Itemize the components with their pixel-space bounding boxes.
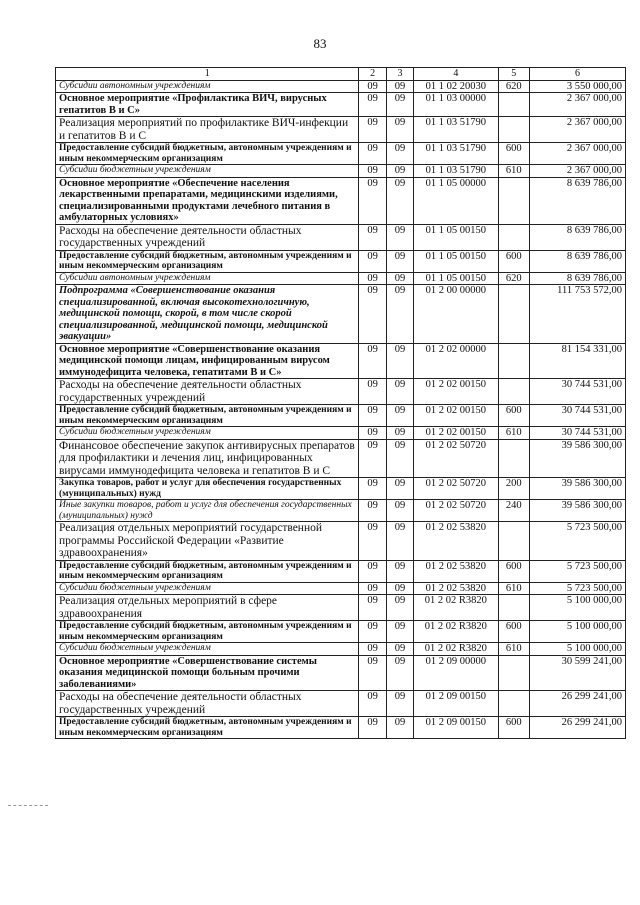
header-col-3: 3 bbox=[386, 68, 413, 81]
row-type-cell bbox=[498, 117, 530, 143]
row-name-cell: Предоставление субсидий бюджетным, автономным учреждениям и иным некоммерческим организациям bbox=[56, 717, 359, 739]
row-type-cell: 600 bbox=[498, 560, 530, 582]
row-subsection-cell: 09 bbox=[386, 250, 413, 272]
row-code-cell: 01 2 02 53820 bbox=[414, 522, 498, 561]
row-type-cell: 600 bbox=[498, 405, 530, 427]
row-subsection-cell: 09 bbox=[386, 522, 413, 561]
row-code-cell: 01 1 03 51790 bbox=[414, 117, 498, 143]
row-type-cell bbox=[498, 177, 530, 224]
row-type-cell: 620 bbox=[498, 80, 530, 93]
row-name-cell: Предоставление субсидий бюджетным, автономным учреждениям и иным некоммерческим организациям bbox=[56, 250, 359, 272]
row-subsection-cell: 09 bbox=[386, 224, 413, 250]
row-type-cell: 200 bbox=[498, 478, 530, 500]
row-code-cell: 01 2 02 R3820 bbox=[414, 621, 498, 643]
table-row bbox=[56, 595, 626, 621]
table-row bbox=[56, 655, 626, 691]
row-section-cell: 09 bbox=[359, 143, 386, 165]
row-type-cell: 240 bbox=[498, 500, 530, 522]
row-type-cell bbox=[498, 343, 530, 379]
table-row bbox=[56, 117, 626, 143]
row-section-cell: 09 bbox=[359, 177, 386, 224]
header-col-6: 6 bbox=[530, 68, 626, 81]
row-subsection-cell: 09 bbox=[386, 165, 413, 178]
page-number: 83 bbox=[313, 36, 327, 51]
row-section-cell: 09 bbox=[359, 621, 386, 643]
row-subsection-cell: 09 bbox=[386, 272, 413, 285]
table-row bbox=[56, 500, 626, 522]
row-section-cell: 09 bbox=[359, 117, 386, 143]
row-amount-cell: 30 744 531,00 bbox=[530, 405, 626, 427]
row-code-cell: 01 2 02 50720 bbox=[414, 500, 498, 522]
table-row bbox=[56, 379, 626, 405]
row-code-cell: 01 2 09 00150 bbox=[414, 691, 498, 717]
row-section-cell: 09 bbox=[359, 655, 386, 691]
row-section-cell: 09 bbox=[359, 405, 386, 427]
row-amount-cell: 5 723 500,00 bbox=[530, 560, 626, 582]
row-name-cell: Субсидии автономным учреждениям bbox=[56, 272, 359, 285]
row-subsection-cell: 09 bbox=[386, 655, 413, 691]
table-row bbox=[56, 691, 626, 717]
row-subsection-cell: 09 bbox=[386, 177, 413, 224]
row-name-cell: Предоставление субсидий бюджетным, автономным учреждениям и иным некоммерческим организациям bbox=[56, 143, 359, 165]
header-col-4: 4 bbox=[414, 68, 498, 81]
row-amount-cell: 5 723 500,00 bbox=[530, 582, 626, 595]
row-code-cell: 01 1 03 51790 bbox=[414, 165, 498, 178]
row-name-cell: Субсидии бюджетным учреждениям bbox=[56, 582, 359, 595]
row-name-cell: Основное мероприятие «Совершенствование оказания медицинской помощи лицам, инфицированным вирусом иммунодефицита человека, гепатитами В и С» bbox=[56, 343, 359, 379]
row-section-cell: 09 bbox=[359, 500, 386, 522]
table-row bbox=[56, 643, 626, 656]
row-amount-cell: 39 586 300,00 bbox=[530, 439, 626, 478]
row-name-cell: Предоставление субсидий бюджетным, автономным учреждениям и иным некоммерческим организациям bbox=[56, 560, 359, 582]
row-name-cell: Финансовое обеспечение закупок антивирусных препаратов для профилактики и лечения лиц, инфицированных вирусами иммунодефицита человека и гепатитов В и С bbox=[56, 439, 359, 478]
row-section-cell: 09 bbox=[359, 691, 386, 717]
row-subsection-cell: 09 bbox=[386, 285, 413, 344]
row-amount-cell: 30 744 531,00 bbox=[530, 379, 626, 405]
row-subsection-cell: 09 bbox=[386, 560, 413, 582]
row-amount-cell: 81 154 331,00 bbox=[530, 343, 626, 379]
table-row bbox=[56, 165, 626, 178]
row-subsection-cell: 09 bbox=[386, 643, 413, 656]
row-type-cell: 610 bbox=[498, 582, 530, 595]
table-row bbox=[56, 224, 626, 250]
row-amount-cell: 39 586 300,00 bbox=[530, 478, 626, 500]
row-code-cell: 01 2 02 00000 bbox=[414, 343, 498, 379]
row-type-cell bbox=[498, 285, 530, 344]
row-subsection-cell: 09 bbox=[386, 717, 413, 739]
row-code-cell: 01 1 02 20030 bbox=[414, 80, 498, 93]
table-row bbox=[56, 717, 626, 739]
row-subsection-cell: 09 bbox=[386, 691, 413, 717]
row-amount-cell: 8 639 786,00 bbox=[530, 272, 626, 285]
row-subsection-cell: 09 bbox=[386, 80, 413, 93]
row-name-cell: Расходы на обеспечение деятельности областных государственных учреждений bbox=[56, 379, 359, 405]
row-amount-cell: 2 367 000,00 bbox=[530, 143, 626, 165]
row-name-cell: Подпрограмма «Совершенствование оказания специализированной, включая высокотехнологичную, медицинской помощи, скорой, в том числе скорой специализированной, медицинской помощи, медицинской эвакуации» bbox=[56, 285, 359, 344]
row-section-cell: 09 bbox=[359, 439, 386, 478]
row-amount-cell: 5 723 500,00 bbox=[530, 522, 626, 561]
row-name-cell: Субсидии бюджетным учреждениям bbox=[56, 643, 359, 656]
row-code-cell: 01 2 02 50720 bbox=[414, 478, 498, 500]
row-section-cell: 09 bbox=[359, 643, 386, 656]
header-col-5: 5 bbox=[498, 68, 530, 81]
row-name-cell: Основное мероприятие «Профилактика ВИЧ, вирусных гепатитов В и С» bbox=[56, 93, 359, 117]
row-code-cell: 01 1 03 51790 bbox=[414, 143, 498, 165]
row-subsection-cell: 09 bbox=[386, 93, 413, 117]
table-row bbox=[56, 143, 626, 165]
table-row bbox=[56, 177, 626, 224]
row-name-cell: Субсидии бюджетным учреждениям bbox=[56, 165, 359, 178]
row-code-cell: 01 2 02 R3820 bbox=[414, 643, 498, 656]
row-name-cell: Закупка товаров, работ и услуг для обеспечения государственных (муниципальных) нужд bbox=[56, 478, 359, 500]
row-type-cell bbox=[498, 655, 530, 691]
table-row bbox=[56, 522, 626, 561]
row-name-cell: Иные закупки товаров, работ и услуг для обеспечения государственных (муниципальных) нужд bbox=[56, 500, 359, 522]
row-code-cell: 01 2 02 00150 bbox=[414, 405, 498, 427]
table-row bbox=[56, 285, 626, 344]
row-section-cell: 09 bbox=[359, 343, 386, 379]
row-code-cell: 01 2 02 00150 bbox=[414, 427, 498, 440]
row-section-cell: 09 bbox=[359, 80, 386, 93]
table-row bbox=[56, 93, 626, 117]
row-type-cell: 600 bbox=[498, 717, 530, 739]
row-name-cell: Основное мероприятие «Совершенствование системы оказания медицинской помощи больным прочими заболеваниями» bbox=[56, 655, 359, 691]
row-amount-cell: 111 753 572,00 bbox=[530, 285, 626, 344]
row-code-cell: 01 2 09 00150 bbox=[414, 717, 498, 739]
row-section-cell: 09 bbox=[359, 165, 386, 178]
row-amount-cell: 8 639 786,00 bbox=[530, 250, 626, 272]
table-row bbox=[56, 478, 626, 500]
row-name-cell: Предоставление субсидий бюджетным, автономным учреждениям и иным некоммерческим организациям bbox=[56, 405, 359, 427]
row-section-cell: 09 bbox=[359, 595, 386, 621]
row-section-cell: 09 bbox=[359, 250, 386, 272]
row-section-cell: 09 bbox=[359, 478, 386, 500]
row-name-cell: Реализация мероприятий по профилактике ВИЧ-инфекции и гепатитов В и С bbox=[56, 117, 359, 143]
budget-table bbox=[55, 67, 626, 739]
row-amount-cell: 2 367 000,00 bbox=[530, 117, 626, 143]
table-row bbox=[56, 250, 626, 272]
row-name-cell: Расходы на обеспечение деятельности областных государственных учреждений bbox=[56, 691, 359, 717]
row-subsection-cell: 09 bbox=[386, 405, 413, 427]
row-subsection-cell: 09 bbox=[386, 379, 413, 405]
row-section-cell: 09 bbox=[359, 582, 386, 595]
row-type-cell bbox=[498, 224, 530, 250]
row-subsection-cell: 09 bbox=[386, 117, 413, 143]
row-code-cell: 01 2 02 00150 bbox=[414, 379, 498, 405]
row-name-cell: Реализация отдельных мероприятий в сфере здравоохранения bbox=[56, 595, 359, 621]
margin-dash-mark bbox=[8, 805, 48, 806]
row-amount-cell: 26 299 241,00 bbox=[530, 691, 626, 717]
row-subsection-cell: 09 bbox=[386, 621, 413, 643]
row-section-cell: 09 bbox=[359, 717, 386, 739]
row-section-cell: 09 bbox=[359, 93, 386, 117]
row-type-cell: 610 bbox=[498, 165, 530, 178]
table-row bbox=[56, 343, 626, 379]
table-row bbox=[56, 405, 626, 427]
row-amount-cell: 2 367 000,00 bbox=[530, 165, 626, 178]
row-section-cell: 09 bbox=[359, 427, 386, 440]
row-type-cell bbox=[498, 93, 530, 117]
row-subsection-cell: 09 bbox=[386, 582, 413, 595]
row-name-cell: Субсидии автономным учреждениям bbox=[56, 80, 359, 93]
table-row bbox=[56, 439, 626, 478]
row-amount-cell: 5 100 000,00 bbox=[530, 643, 626, 656]
table-header-row bbox=[56, 68, 626, 81]
row-amount-cell: 39 586 300,00 bbox=[530, 500, 626, 522]
header-col-1: 1 bbox=[56, 68, 359, 81]
table-row bbox=[56, 560, 626, 582]
row-section-cell: 09 bbox=[359, 272, 386, 285]
table-row bbox=[56, 80, 626, 93]
row-type-cell bbox=[498, 439, 530, 478]
table-body bbox=[56, 80, 626, 739]
table-row bbox=[56, 427, 626, 440]
row-amount-cell: 3 550 000,00 bbox=[530, 80, 626, 93]
row-type-cell bbox=[498, 522, 530, 561]
table-row bbox=[56, 272, 626, 285]
row-section-cell: 09 bbox=[359, 285, 386, 344]
row-code-cell: 01 1 05 00150 bbox=[414, 250, 498, 272]
table-row bbox=[56, 621, 626, 643]
row-amount-cell: 8 639 786,00 bbox=[530, 224, 626, 250]
table-row bbox=[56, 582, 626, 595]
row-subsection-cell: 09 bbox=[386, 343, 413, 379]
row-code-cell: 01 1 03 00000 bbox=[414, 93, 498, 117]
row-type-cell: 600 bbox=[498, 621, 530, 643]
row-code-cell: 01 2 02 R3820 bbox=[414, 595, 498, 621]
row-subsection-cell: 09 bbox=[386, 500, 413, 522]
row-code-cell: 01 1 05 00150 bbox=[414, 272, 498, 285]
row-amount-cell: 30 599 241,00 bbox=[530, 655, 626, 691]
row-subsection-cell: 09 bbox=[386, 143, 413, 165]
row-subsection-cell: 09 bbox=[386, 595, 413, 621]
row-amount-cell: 2 367 000,00 bbox=[530, 93, 626, 117]
row-amount-cell: 26 299 241,00 bbox=[530, 717, 626, 739]
row-type-cell: 610 bbox=[498, 643, 530, 656]
row-code-cell: 01 2 00 00000 bbox=[414, 285, 498, 344]
row-name-cell: Предоставление субсидий бюджетным, автономным учреждениям и иным некоммерческим организациям bbox=[56, 621, 359, 643]
row-amount-cell: 30 744 531,00 bbox=[530, 427, 626, 440]
row-type-cell bbox=[498, 691, 530, 717]
row-name-cell: Субсидии бюджетным учреждениям bbox=[56, 427, 359, 440]
row-subsection-cell: 09 bbox=[386, 439, 413, 478]
row-subsection-cell: 09 bbox=[386, 427, 413, 440]
row-code-cell: 01 1 05 00000 bbox=[414, 177, 498, 224]
row-type-cell: 600 bbox=[498, 143, 530, 165]
row-amount-cell: 5 100 000,00 bbox=[530, 621, 626, 643]
row-name-cell: Реализация отдельных мероприятий государственной программы Российской Федерации «Развитие здравоохранения» bbox=[56, 522, 359, 561]
row-type-cell bbox=[498, 379, 530, 405]
row-subsection-cell: 09 bbox=[386, 478, 413, 500]
row-type-cell: 610 bbox=[498, 427, 530, 440]
row-code-cell: 01 1 05 00150 bbox=[414, 224, 498, 250]
row-section-cell: 09 bbox=[359, 224, 386, 250]
header-col-2: 2 bbox=[359, 68, 386, 81]
row-type-cell: 600 bbox=[498, 250, 530, 272]
row-section-cell: 09 bbox=[359, 560, 386, 582]
row-name-cell: Основное мероприятие «Обеспечение населения лекарственными препаратами, медицинскими изделиями, специализированными продуктами лечебного питания в амбулаторных условиях» bbox=[56, 177, 359, 224]
row-type-cell: 620 bbox=[498, 272, 530, 285]
row-amount-cell: 8 639 786,00 bbox=[530, 177, 626, 224]
row-type-cell bbox=[498, 595, 530, 621]
row-code-cell: 01 2 02 50720 bbox=[414, 439, 498, 478]
row-code-cell: 01 2 02 53820 bbox=[414, 582, 498, 595]
row-amount-cell: 5 100 000,00 bbox=[530, 595, 626, 621]
row-code-cell: 01 2 02 53820 bbox=[414, 560, 498, 582]
row-section-cell: 09 bbox=[359, 379, 386, 405]
row-code-cell: 01 2 09 00000 bbox=[414, 655, 498, 691]
row-section-cell: 09 bbox=[359, 522, 386, 561]
row-name-cell: Расходы на обеспечение деятельности областных государственных учреждений bbox=[56, 224, 359, 250]
